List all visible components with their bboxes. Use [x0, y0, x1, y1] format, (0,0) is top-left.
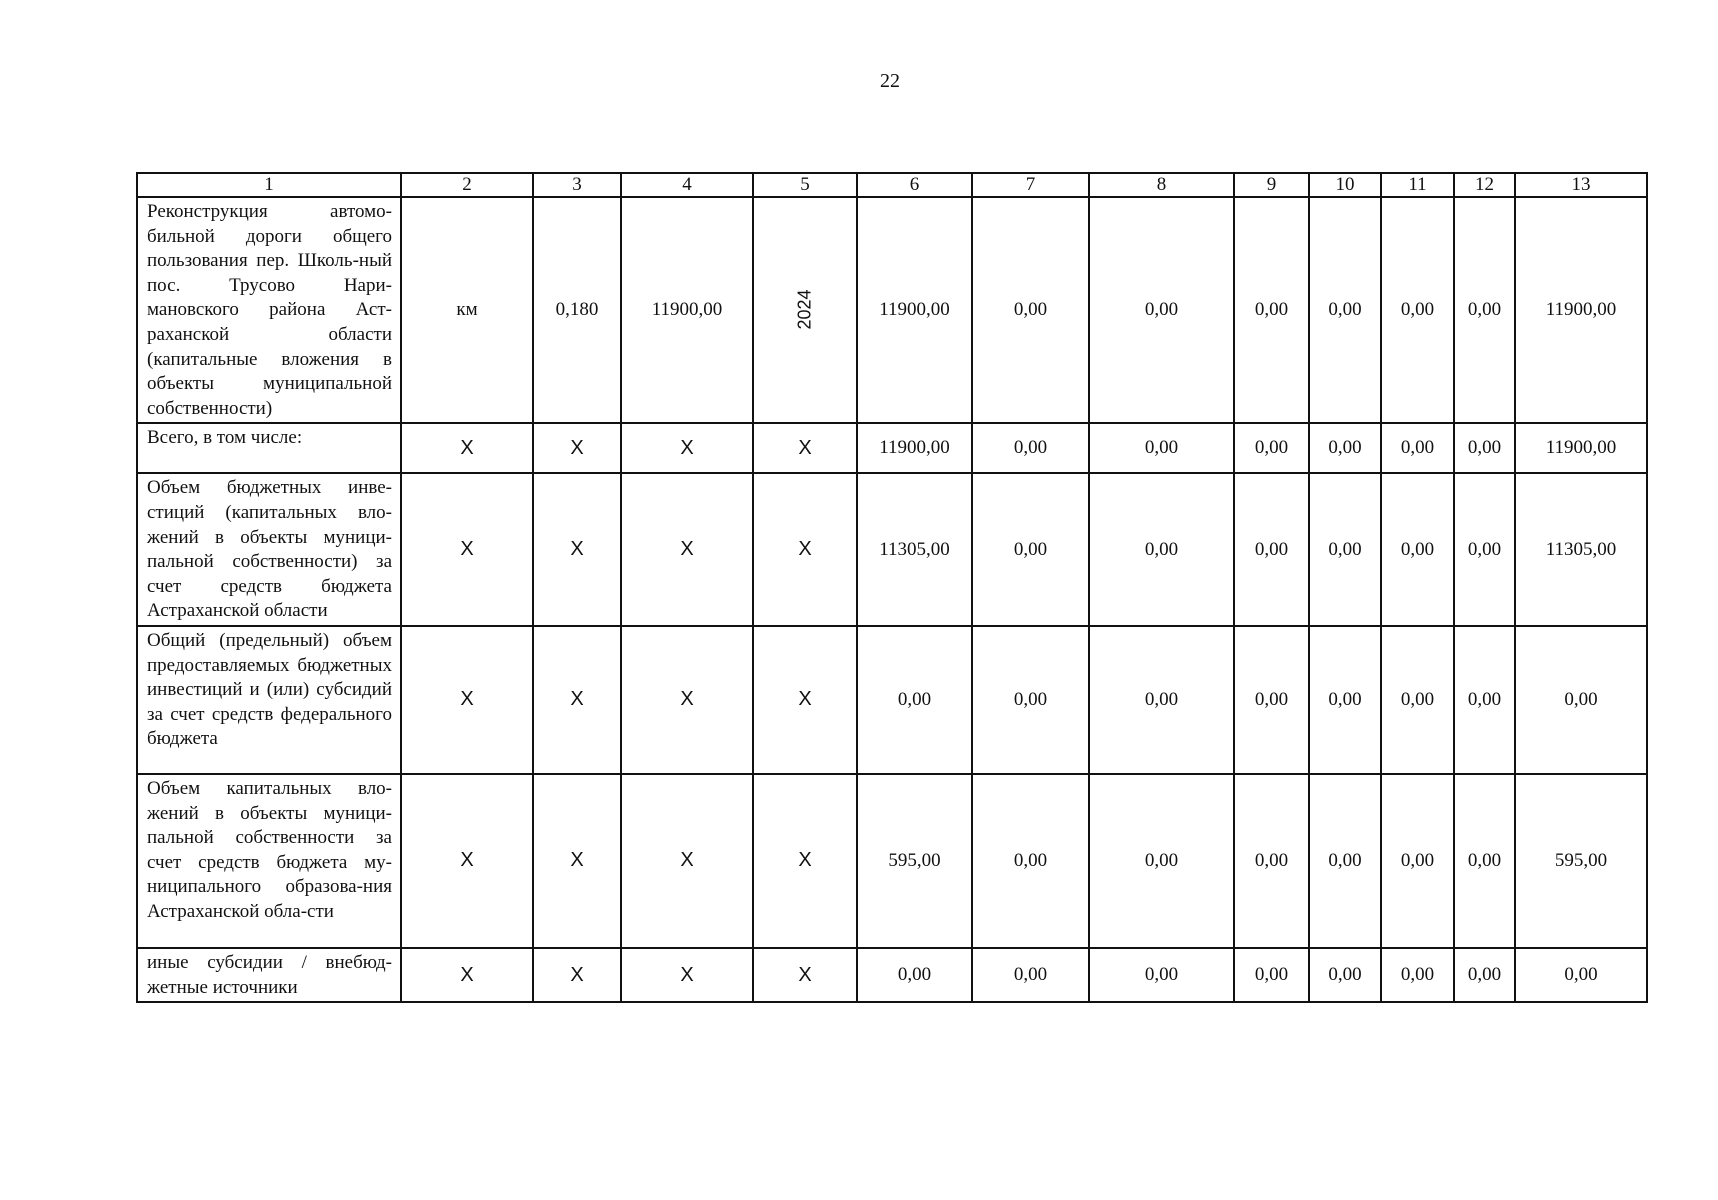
value-cell: 0,00 — [972, 948, 1089, 1002]
page-number: 22 — [880, 70, 900, 92]
column-header: 11 — [1381, 173, 1454, 197]
value-cell: 0,00 — [1454, 774, 1515, 948]
value-cell: 0,00 — [1089, 626, 1234, 774]
column-header: 13 — [1515, 173, 1647, 197]
column-header: 7 — [972, 173, 1089, 197]
column-header: 3 — [533, 173, 621, 197]
value-cell: 0,00 — [1309, 423, 1381, 473]
value-cell: 11900,00 — [1515, 423, 1647, 473]
capacity-cell: X — [533, 423, 621, 473]
value-cell: 0,00 — [1309, 473, 1381, 626]
value-cell: 595,00 — [857, 774, 972, 948]
column-header: 9 — [1234, 173, 1309, 197]
value-cell: 11900,00 — [857, 197, 972, 423]
row-label — [137, 948, 401, 1002]
value-cell: 0,00 — [1454, 626, 1515, 774]
row-label-text: Объем бюджетных инве-стиций (капитальных вло-жений в объекты муници-пальной собственности) за счет средств бюджета Астраханской области — [147, 477, 392, 622]
capacity-cell: 0,180 — [533, 197, 621, 423]
estimated-cost-cell: X — [621, 774, 753, 948]
header-row — [137, 173, 1647, 197]
value-cell: 11900,00 — [857, 423, 972, 473]
value-cell: 0,00 — [972, 626, 1089, 774]
value-cell: 0,00 — [1234, 626, 1309, 774]
column-header: 1 — [137, 173, 401, 197]
value-cell: 0,00 — [1234, 197, 1309, 423]
value-cell: 0,00 — [1381, 626, 1454, 774]
value-cell: 0,00 — [1089, 423, 1234, 473]
column-header: 8 — [1089, 173, 1234, 197]
value-cell: 11305,00 — [1515, 473, 1647, 626]
table-row-object — [137, 197, 1647, 423]
value-cell: 0,00 — [1309, 774, 1381, 948]
value-cell: 0,00 — [857, 626, 972, 774]
year-cell: X — [753, 423, 857, 473]
estimated-cost-cell: X — [621, 473, 753, 626]
value-cell: 0,00 — [972, 473, 1089, 626]
investment-table — [136, 172, 1648, 1003]
value-cell: 595,00 — [1515, 774, 1647, 948]
table-row-other-sources — [137, 948, 1647, 1002]
estimated-cost-cell: X — [621, 948, 753, 1002]
value-cell: 0,00 — [1089, 774, 1234, 948]
table-row-regional-budget — [137, 473, 1647, 626]
column-header: 2 — [401, 173, 533, 197]
unit-cell: X — [401, 626, 533, 774]
estimated-cost-cell: 11900,00 — [621, 197, 753, 423]
value-cell: 0,00 — [972, 197, 1089, 423]
value-cell: 0,00 — [1089, 197, 1234, 423]
value-cell: 0,00 — [1454, 423, 1515, 473]
value-cell: 0,00 — [1381, 774, 1454, 948]
value-cell: 0,00 — [1454, 473, 1515, 626]
capacity-cell: X — [533, 948, 621, 1002]
unit-cell: X — [401, 948, 533, 1002]
value-cell: 0,00 — [1454, 948, 1515, 1002]
table-row-municipal-budget — [137, 774, 1647, 948]
year-cell: X — [753, 626, 857, 774]
row-label-text: Объем капитальных вло-жений в объекты муници-пальной собственности за счет средств бюджета му-ниципального образова-ния Астраханской обла-сти — [147, 777, 392, 922]
column-header: 6 — [857, 173, 972, 197]
value-cell: 0,00 — [1234, 774, 1309, 948]
value-cell: 0,00 — [972, 774, 1089, 948]
value-cell: 11305,00 — [857, 473, 972, 626]
row-label — [137, 473, 401, 626]
value-cell: 0,00 — [1234, 948, 1309, 1002]
column-header: 4 — [621, 173, 753, 197]
row-label-text: Реконструкция автомо-бильной дороги общего пользования пер. Школь-ный пос. Трусово Нари-мановского района Аст-раханской области (капитальные вложения в объекты муниципальной собственности) — [147, 201, 392, 419]
year-cell: X — [753, 473, 857, 626]
year-cell — [753, 197, 857, 423]
value-cell: 0,00 — [1515, 948, 1647, 1002]
row-label — [137, 423, 401, 473]
capacity-cell: X — [533, 774, 621, 948]
year-value: 2024 — [794, 289, 815, 330]
table-row-federal-budget — [137, 626, 1647, 774]
row-label — [137, 197, 401, 423]
estimated-cost-cell: X — [621, 626, 753, 774]
unit-cell: X — [401, 473, 533, 626]
estimated-cost-cell: X — [621, 423, 753, 473]
value-cell: 0,00 — [1381, 948, 1454, 1002]
value-cell: 11900,00 — [1515, 197, 1647, 423]
value-cell: 0,00 — [1515, 626, 1647, 774]
value-cell: 0,00 — [972, 423, 1089, 473]
column-header: 12 — [1454, 173, 1515, 197]
row-label-text: иные субсидии / внебюд-жетные источники — [147, 951, 392, 998]
value-cell: 0,00 — [1089, 948, 1234, 1002]
column-header: 10 — [1309, 173, 1381, 197]
row-label — [137, 626, 401, 774]
value-cell: 0,00 — [1309, 626, 1381, 774]
row-label — [137, 774, 401, 948]
row-label-text: Общий (предельный) объем предоставляемых бюджетных инвестиций и (или) субсидий за счет средств федерального бюджета — [147, 629, 392, 750]
year-cell: X — [753, 948, 857, 1002]
capacity-cell: X — [533, 473, 621, 626]
table-row-total — [137, 423, 1647, 473]
unit-cell: км — [401, 197, 533, 423]
value-cell: 0,00 — [1309, 948, 1381, 1002]
value-cell: 0,00 — [1234, 473, 1309, 626]
row-label-text: Всего, в том числе: — [147, 427, 303, 449]
value-cell: 0,00 — [1381, 473, 1454, 626]
capacity-cell: X — [533, 626, 621, 774]
value-cell: 0,00 — [1089, 473, 1234, 626]
unit-cell: X — [401, 423, 533, 473]
year-cell: X — [753, 774, 857, 948]
value-cell: 0,00 — [1381, 423, 1454, 473]
value-cell: 0,00 — [1381, 197, 1454, 423]
value-cell: 0,00 — [857, 948, 972, 1002]
value-cell: 0,00 — [1454, 197, 1515, 423]
column-header: 5 — [753, 173, 857, 197]
unit-cell: X — [401, 774, 533, 948]
value-cell: 0,00 — [1309, 197, 1381, 423]
value-cell: 0,00 — [1234, 423, 1309, 473]
